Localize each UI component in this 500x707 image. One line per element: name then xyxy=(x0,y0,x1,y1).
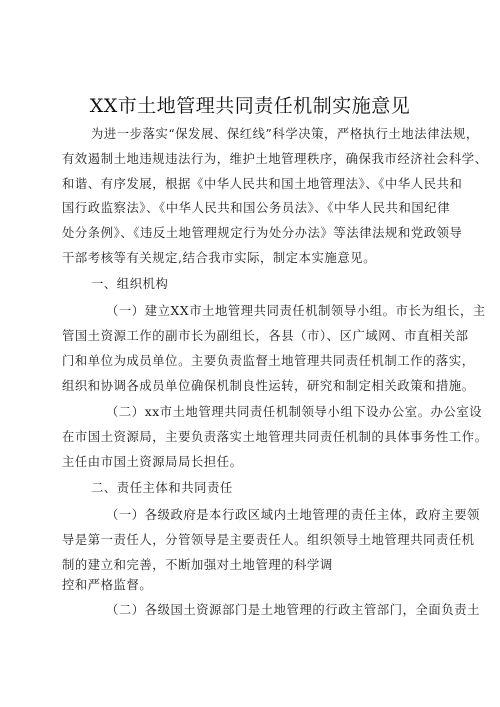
body-line: （一）各级政府是本行政区域内土地管理的责任主体，政府主要领 xyxy=(106,508,481,522)
section-heading: 二、责任主体和共同责任 xyxy=(91,481,233,495)
body-line: 为进一步落实“保发展、保红线”科学决策，严格执行土地法律法规， xyxy=(91,127,479,141)
section-heading: 一、组织机构 xyxy=(91,277,169,291)
body-line: 在市国土资源局，主要负责落实土地管理共同责任机制的具体事务性工作。 xyxy=(62,430,488,444)
body-line: 制的建立和完善，不断加强对土地管理的科学调 xyxy=(62,558,333,572)
body-line: 有效遏制土地违规违法行为，维护土地管理秩序，确保我市经济社会科学、 xyxy=(62,152,488,166)
body-line: 控和严格监督。 xyxy=(62,578,153,592)
body-line: 组织和协调各成员单位确保机制良性运转，研究和制定相关政策和措施。 xyxy=(62,379,475,393)
body-line: 处分条例》、《违反土地管理规定行为处分办法》等法律法规和党政领导 xyxy=(62,226,463,240)
body-line: 国行政监察法》、《中华人民共和国公务员法》、《中华人民共和国纪律 xyxy=(62,201,451,215)
body-line: （二）各级国土资源部门是土地管理的行政主管部门，全面负责土 xyxy=(106,603,481,617)
body-line: 门和单位为成员单位。主要负责监督土地管理共同责任机制工作的落实， xyxy=(62,354,475,368)
body-line: （二）xx市土地管理共同责任机制领导小组下设办公室。办公室设 xyxy=(106,405,483,419)
body-line: 导是第一责任人，分管领导是主要责任人。组织领导土地管理共同责任机 xyxy=(62,533,475,547)
body-line: 和谐、有序发展，根据《中华人民共和国土地管理法》、《中华人民共和 xyxy=(62,177,463,191)
body-line: （一）建立XX市土地管理共同责任机制领导小组。市长为组长，主 xyxy=(106,304,486,318)
body-line: 主任由市国土资源局局长担任。 xyxy=(62,455,243,469)
body-line: 管国土资源工作的副市长为副组长，各县（市）、区广域网、市直相关部 xyxy=(62,329,469,343)
body-line: 干部考核等有关规定,结合我市实际，制定本实施意见。 xyxy=(62,251,377,265)
document-title: XX市土地管理共同责任机制实施意见 xyxy=(89,95,411,117)
